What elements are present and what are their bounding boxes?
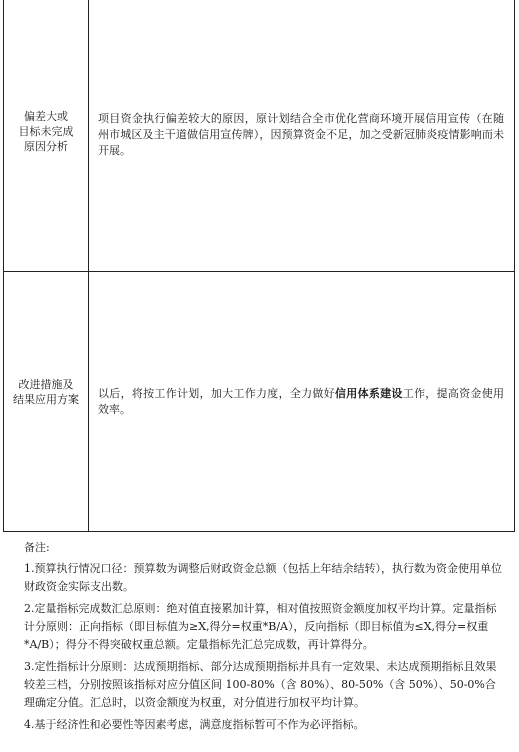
deviation-analysis-label xyxy=(4,109,88,154)
content-text: 工作，提高资金使用效率。 xyxy=(98,387,505,416)
label-line: 结果应用方案 xyxy=(13,393,79,406)
improvement-measures-content xyxy=(98,386,504,418)
label-line: 原因分析 xyxy=(24,140,68,153)
row-divider xyxy=(4,271,514,272)
content-text: 以后，将按工作计划，加大工作力度，全力做好 xyxy=(98,387,335,400)
note-item-2: 2.定量指标完成数汇总原则：绝对值直接累加计算，相对值按照资金额度加权平均计算。定量指标计分原则：正向指标（即目标值为≥X,得分=权重*B/A），反向指标（即目标值为≤X,得分=权重*A/B）；得分不得突破权重总额。定量指标先汇总完成数，再计算得分。 xyxy=(24,602,497,651)
deviation-analysis-content: 项目资金执行偏差较大的原因，原计划结合全市优化营商环境开展信用宣传（在随州市城区及主干道做信用宣传牌），因预算资金不足，加之受新冠肺炎疫情影响而未开展。 xyxy=(98,112,504,157)
notes-section xyxy=(24,539,503,738)
label-line: 改进措施及 xyxy=(18,378,74,391)
label-line: 偏差大或 xyxy=(24,110,68,123)
evaluation-table xyxy=(3,0,515,532)
improvement-measures-label xyxy=(4,377,88,407)
note-item-4: 4.基于经济性和必要性等因素考虑，满意度指标暂可不作为必评指标。 xyxy=(24,718,365,731)
notes-title: 备注: xyxy=(24,541,50,554)
note-item-1: 1.预算执行情况口径：预算数为调整后财政资金总额（包括上年结余结转），执行数为资金使用单位财政资金实际支出数。 xyxy=(24,562,502,593)
column-divider xyxy=(88,0,89,531)
content-emphasis: 信用体系建设 xyxy=(335,387,403,400)
label-line: 目标未完成 xyxy=(18,125,74,138)
note-item-3: 3.定性指标计分原则：达成预期指标、部分达成预期指标并具有一定效果、未达成预期指标且效果较差三档，分别按照该指标对应分值区间 100-80%（含 80%）、80-50%（含 50%）、50-0%合理确定分值。汇总时，以资金额度为权重，对分值进行加权平均计算。 xyxy=(24,660,497,709)
